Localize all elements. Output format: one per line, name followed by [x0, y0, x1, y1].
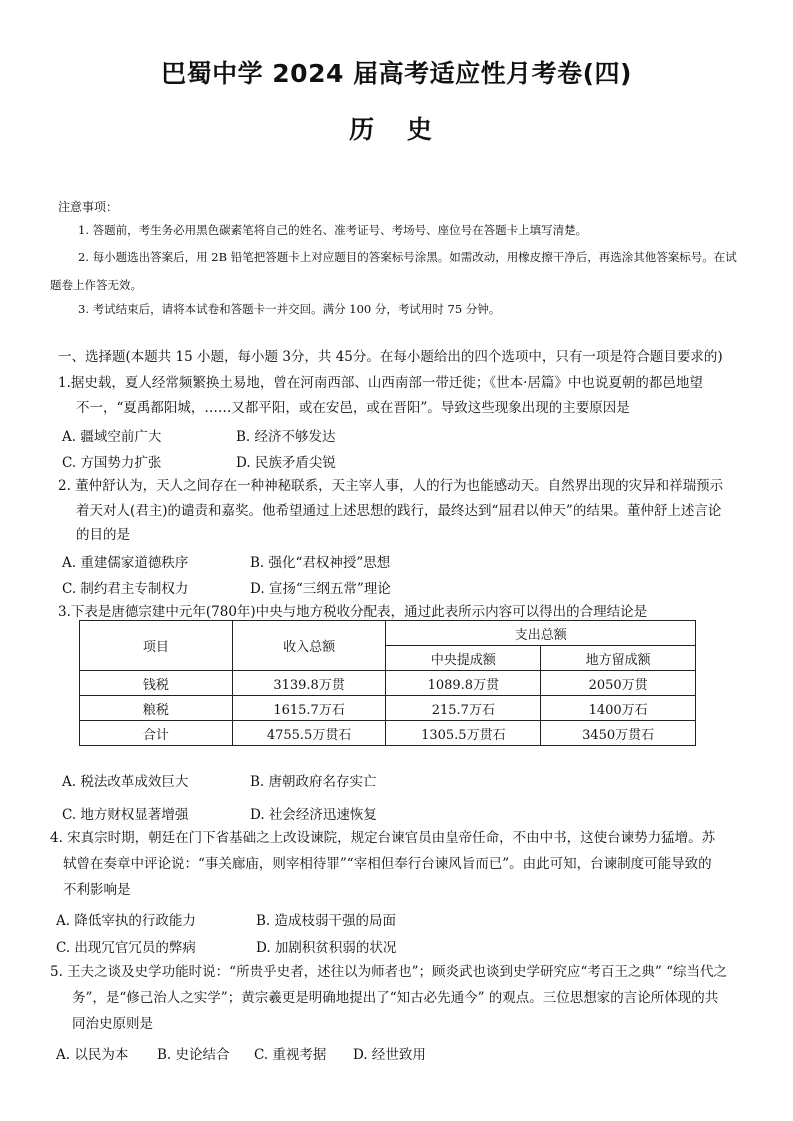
- q2-option-c: C. 制约君主专制权力: [62, 581, 189, 597]
- table-cell: 合计: [80, 721, 233, 746]
- q5-line-2: 务”，是“修己治人之实学”；黄宗羲更是明确地提出了“知古必先通今” 的观点。三位思想家的言论所体现的共: [72, 990, 719, 1006]
- table-header-expense: 支出总额: [386, 621, 696, 646]
- q3-option-a: A. 税法改革成效巨大: [62, 774, 189, 790]
- q5-line-1: 5. 王夫之谈及史学功能时说：“所贵乎史者，述往以为师者也”；顾炎武也谈到史学研究应“考百王之典” “综当代之: [50, 964, 727, 980]
- q1-option-b: B. 经济不够发达: [236, 429, 336, 445]
- q1-option-a: A. 疆域空前广大: [62, 429, 162, 445]
- q3-option-b: B. 唐朝政府名存实亡: [250, 774, 377, 790]
- table-cell: 1305.5万贯石: [386, 721, 541, 746]
- q2-line-3: 的目的是: [76, 527, 130, 543]
- table-cell: 粮税: [80, 696, 233, 721]
- q4-option-d: D. 加剧积贫积弱的状况: [256, 940, 397, 956]
- table-subheader-local: 地方留成额: [541, 646, 696, 671]
- exam-title: 巴蜀中学 2024 届高考适应性月考卷(四): [161, 59, 632, 88]
- q1-line-1: 1.据史载，夏人经常频繁换土易地，曾在河南西部、山西南部一带迁徙；《世本·居篇》中也说夏朝的都邑地望: [58, 375, 703, 391]
- table-cell: 3139.8万贯: [232, 671, 386, 696]
- table-header-item: 项目: [80, 621, 233, 671]
- table-cell: 1400万石: [541, 696, 696, 721]
- section-heading: 一、选择题(本题共 15 小题，每小题 3分，共 45分。在每小题给出的四个选项中，只有一项是符合题目要求的): [58, 349, 723, 365]
- q1-option-d: D. 民族矛盾尖锐: [236, 455, 336, 471]
- notice-item-2: 2. 每小题选出答案后，用 2B 铅笔把答题卡上对应题目的答案标号涂黑。如需改动，用橡皮擦干净后，再选涂其他答案标号。在试题卷上作答无效。: [50, 250, 737, 292]
- table-cell: 1089.8万贯: [386, 671, 541, 696]
- notice-item-3: 3. 考试结束后，请将本试卷和答题卡一并交回。满分 100 分，考试用时 75 分钟。: [78, 302, 501, 316]
- table-subheader-central: 中央提成额: [386, 646, 541, 671]
- table-header-income: 收入总额: [232, 621, 386, 671]
- table-cell: 215.7万石: [386, 696, 541, 721]
- q5-option-b: B. 史论结合: [157, 1047, 230, 1063]
- q3-option-c: C. 地方财权显著增强: [62, 807, 189, 823]
- q5-option-a: A. 以民为本: [56, 1047, 129, 1063]
- table-row: [80, 671, 696, 696]
- q5-line-3: 同治史原则是: [72, 1016, 153, 1032]
- q4-option-b: B. 造成枝弱干强的局面: [256, 913, 397, 929]
- notice-item-1: 1. 答题前，考生务必用黑色碳素笔将自己的姓名、准考证号、考场号、座位号在答题卡上填写清楚。: [78, 223, 588, 237]
- q4-option-c: C. 出现冗官冗员的弊病: [56, 940, 196, 956]
- q2-line-1: 2. 董仲舒认为，天人之间存在一种神秘联系，天主宰人事，人的行为也能感动天。自然界出现的灾异和祥瑞预示: [58, 478, 724, 494]
- subject-title: 历 史: [349, 115, 444, 144]
- table-cell: 钱税: [80, 671, 233, 696]
- q4-line-2: 轼曾在奏章中评论说：“事关廊庙，则宰相待罪”“宰相但奉行台谏风旨而已”。由此可知，台谏制度可能导致的: [63, 856, 712, 872]
- table-cell: 2050万贯: [541, 671, 696, 696]
- q5-option-c: C. 重视考据: [254, 1047, 327, 1063]
- table-cell: 3450万贯石: [541, 721, 696, 746]
- table-row: [80, 721, 696, 746]
- q2-option-b: B. 强化“君权神授”思想: [250, 555, 391, 571]
- notice-heading: 注意事项：: [58, 200, 119, 214]
- q1-option-c: C. 方国势力扩张: [62, 455, 162, 471]
- q4-option-a: A. 降低宰执的行政能力: [56, 913, 196, 929]
- table-cell: 1615.7万石: [232, 696, 386, 721]
- table-cell: 4755.5万贯石: [232, 721, 386, 746]
- q3-option-d: D. 社会经济迅速恢复: [250, 807, 377, 823]
- tax-distribution-table: [79, 620, 696, 746]
- q3-line-1: 3.下表是唐德宗建中元年(780年)中央与地方税收分配表，通过此表所示内容可以得出的合理结论是: [58, 604, 648, 620]
- table-row: [80, 696, 696, 721]
- q2-option-d: D. 宣扬“三纲五常”理论: [250, 581, 391, 597]
- q2-option-a: A. 重建儒家道德秩序: [62, 555, 189, 571]
- q4-line-1: 4. 宋真宗时期，朝廷在门下省基础之上改设谏院，规定台谏官员由皇帝任命，不由中书，这使台谏势力猛增。苏: [50, 830, 716, 846]
- q4-line-3: 不利影响是: [63, 882, 131, 898]
- q5-option-d: D. 经世致用: [353, 1047, 426, 1063]
- q1-line-2: 不一，“夏禹都阳城，……又都平阳，或在安邑，或在晋阳”。导致这些现象出现的主要原因是: [76, 400, 630, 416]
- q2-line-2: 着天对人(君主)的谴责和嘉奖。他希望通过上述思想的践行，最终达到“屈君以伸天”的结果。董仲舒上述言论: [76, 503, 722, 519]
